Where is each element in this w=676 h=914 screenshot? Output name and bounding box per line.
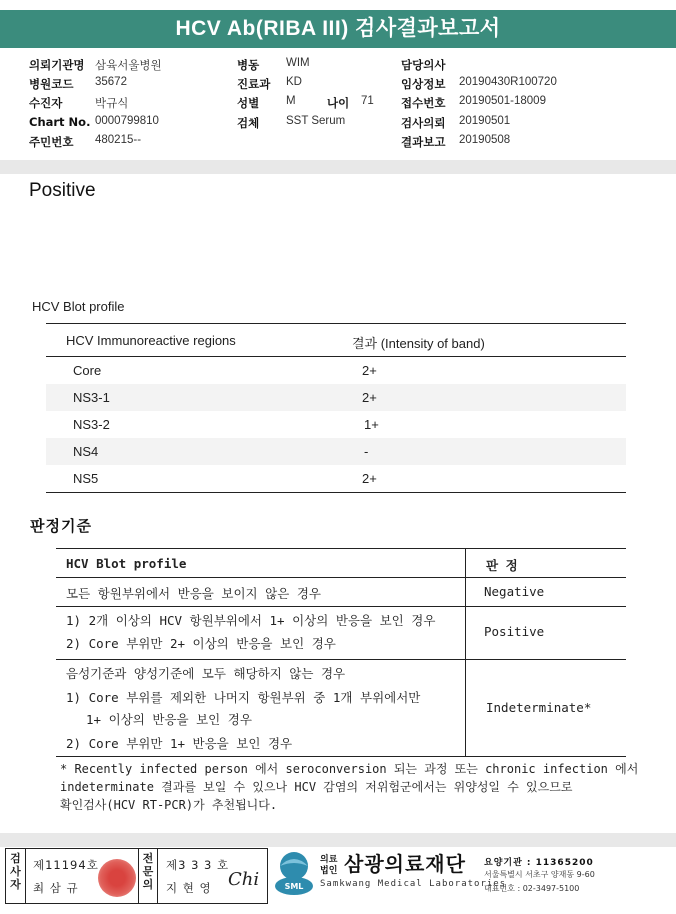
col-result-header: 결과 (Intensity of band) xyxy=(352,336,485,351)
region-cell: NS3-1 xyxy=(73,390,110,405)
footnote-line-1: * Recently infected person 에서 seroconversion 되는 과정 또는 chronic infection 에서 xyxy=(60,762,639,776)
table-row xyxy=(46,438,626,465)
criteria-header-row xyxy=(56,549,626,578)
examiner-label: 검사자 xyxy=(6,849,26,903)
positive-judgement: Positive xyxy=(484,624,545,639)
phone: 대표번호 : 02-3497-5100 xyxy=(484,884,580,893)
criteria-row-negative xyxy=(56,578,626,607)
sml-logo-icon xyxy=(274,850,314,896)
specialist-license: 제3 3 3 호 xyxy=(166,858,230,872)
report-title: HCV Ab(RIBA III) 검사결과보고서 xyxy=(0,10,676,48)
negative-criteria-text: 모든 항원부위에서 반응을 보이지 않은 경우 xyxy=(66,586,321,601)
indeterminate-criteria-0: 음성기준과 양성기준에 모두 해당하지 않는 경우 xyxy=(66,666,346,681)
specialist-label: 전문의 xyxy=(138,849,158,903)
code-value: 35672 xyxy=(95,76,127,88)
criteria-positive-desc-cell xyxy=(56,607,466,659)
blot-table-bottom-rule xyxy=(46,492,626,493)
receipt-value: 20190501-18009 xyxy=(459,95,546,107)
overall-result: Positive xyxy=(29,180,96,201)
criteria-header-profile-cell xyxy=(56,549,466,577)
hospital-value: 삼육서울병원 xyxy=(95,60,162,72)
positive-criteria-1: 1) 2개 이상의 HCV 항원부위에서 1+ 이상의 반응을 보인 경우 xyxy=(66,613,436,628)
col-judge-header: 판 정 xyxy=(486,558,518,573)
age-value: 71 xyxy=(361,95,374,107)
region-cell: NS4 xyxy=(73,444,99,459)
specialist-name: 지 현 영 xyxy=(166,881,212,895)
brand-name: 삼광의료재단 xyxy=(344,852,466,876)
criteria-table xyxy=(56,548,626,757)
region-cell: Core xyxy=(73,363,102,378)
region-cell: NS3-2 xyxy=(73,417,110,432)
ward-label: 병동 xyxy=(237,58,260,72)
patient-info xyxy=(0,53,676,163)
criteria-header-judge-cell xyxy=(466,549,626,577)
table-row xyxy=(46,465,626,492)
indeterminate-criteria-1: 1) Core 부위를 제외한 나머지 항원부위 중 1개 부위에서만 xyxy=(66,690,421,705)
criteria-negative-desc-cell xyxy=(56,578,466,606)
positive-criteria-2: 2) Core 부위만 2+ 이상의 반응을 보인 경우 xyxy=(66,636,336,651)
value-cell: - xyxy=(364,444,369,459)
reported-value: 20190508 xyxy=(459,134,511,146)
criteria-negative-judge-cell xyxy=(466,578,626,606)
sex-value: M xyxy=(286,95,296,107)
chart-value: 0000799810 xyxy=(95,115,159,127)
examiner-seal-icon xyxy=(98,859,136,897)
specimen-value: SST Serum xyxy=(286,115,346,127)
specimen-label: 검체 xyxy=(237,116,260,130)
doctor-label: 담당의사 xyxy=(401,58,446,72)
ward-value: WIM xyxy=(286,57,310,69)
brand-prefix xyxy=(320,855,337,877)
region-cell: NS5 xyxy=(73,471,99,486)
value-cell: 2+ xyxy=(362,471,377,486)
indeterminate-judgement: Indeterminate* xyxy=(486,700,592,715)
criteria-title: 판정기준 xyxy=(30,517,92,535)
code-label: 병원코드 xyxy=(29,77,74,91)
requested-value: 20190501 xyxy=(459,115,511,127)
id-label: 주민번호 xyxy=(29,135,74,149)
indeterminate-criteria-1b: 1+ 이상의 반응을 보인 경우 xyxy=(86,712,252,727)
brand-english: Samkwang Medical Laboratories xyxy=(320,879,507,889)
table-row xyxy=(46,357,626,384)
blot-table xyxy=(46,323,626,493)
examiner-license: 제11194호 xyxy=(33,858,99,872)
sex-label: 성별 xyxy=(237,96,260,110)
age-label: 나이 xyxy=(327,96,350,110)
criteria-indeterminate-judge-cell xyxy=(466,660,626,756)
logo-text: SML xyxy=(284,882,304,891)
col-region-header: HCV Immunoreactive regions xyxy=(66,333,236,348)
table-row xyxy=(46,384,626,411)
reported-label: 결과보고 xyxy=(401,135,446,149)
indeterminate-criteria-2: 2) Core 부위만 1+ 반응을 보인 경우 xyxy=(66,736,293,751)
footnote xyxy=(60,760,639,814)
clinical-label: 임상정보 xyxy=(401,77,446,91)
footnote-line-2: indeterminate 결과를 보일 수 있으나 HCV 감염의 저위험군에서는 위양성일 수 있으므로 xyxy=(60,780,573,794)
id-value: 480215-- xyxy=(95,134,142,146)
blot-profile-title: HCV Blot profile xyxy=(32,299,125,314)
divider-band xyxy=(0,160,676,174)
requested-label: 검사의뢰 xyxy=(401,116,446,130)
receipt-label: 접수번호 xyxy=(401,96,446,110)
hospital-label: 의뢰기관명 xyxy=(29,58,85,72)
criteria-positive-judge-cell xyxy=(466,607,626,659)
chart-label: Chart No. xyxy=(29,115,91,129)
bottom-divider-band xyxy=(0,833,676,847)
dept-value: KD xyxy=(286,76,302,88)
care-code-text: 요양기관 : 11365200 xyxy=(484,858,594,868)
table-row xyxy=(46,411,626,438)
value-cell: 1+ xyxy=(364,417,379,432)
brand-prefix-top: 의료 xyxy=(320,855,338,865)
clinical-value: 20190430R100720 xyxy=(459,76,557,88)
patient-value: 박규식 xyxy=(95,98,129,110)
value-cell: 2+ xyxy=(362,390,377,405)
dept-label: 진료과 xyxy=(237,77,271,91)
patient-label: 수진자 xyxy=(29,96,63,110)
value-cell: 2+ xyxy=(362,363,377,378)
footnote-line-3: 확인검사(HCV RT-PCR)가 추천됩니다. xyxy=(60,798,278,812)
brand-prefix-bottom: 법인 xyxy=(320,866,338,876)
criteria-row-indeterminate xyxy=(56,660,626,757)
blot-table-header xyxy=(46,323,626,357)
care-code xyxy=(484,855,594,868)
criteria-row-positive xyxy=(56,607,626,660)
criteria-indeterminate-desc-cell xyxy=(56,660,466,756)
examiner-name: 최 삼 규 xyxy=(33,881,79,895)
signature-box xyxy=(5,848,268,904)
negative-judgement: Negative xyxy=(484,584,545,599)
specialist-signature: Chi xyxy=(228,869,260,890)
col-profile-header: HCV Blot profile xyxy=(66,556,187,571)
address: 서울특별시 서초구 양재동 9-60 xyxy=(484,870,595,879)
